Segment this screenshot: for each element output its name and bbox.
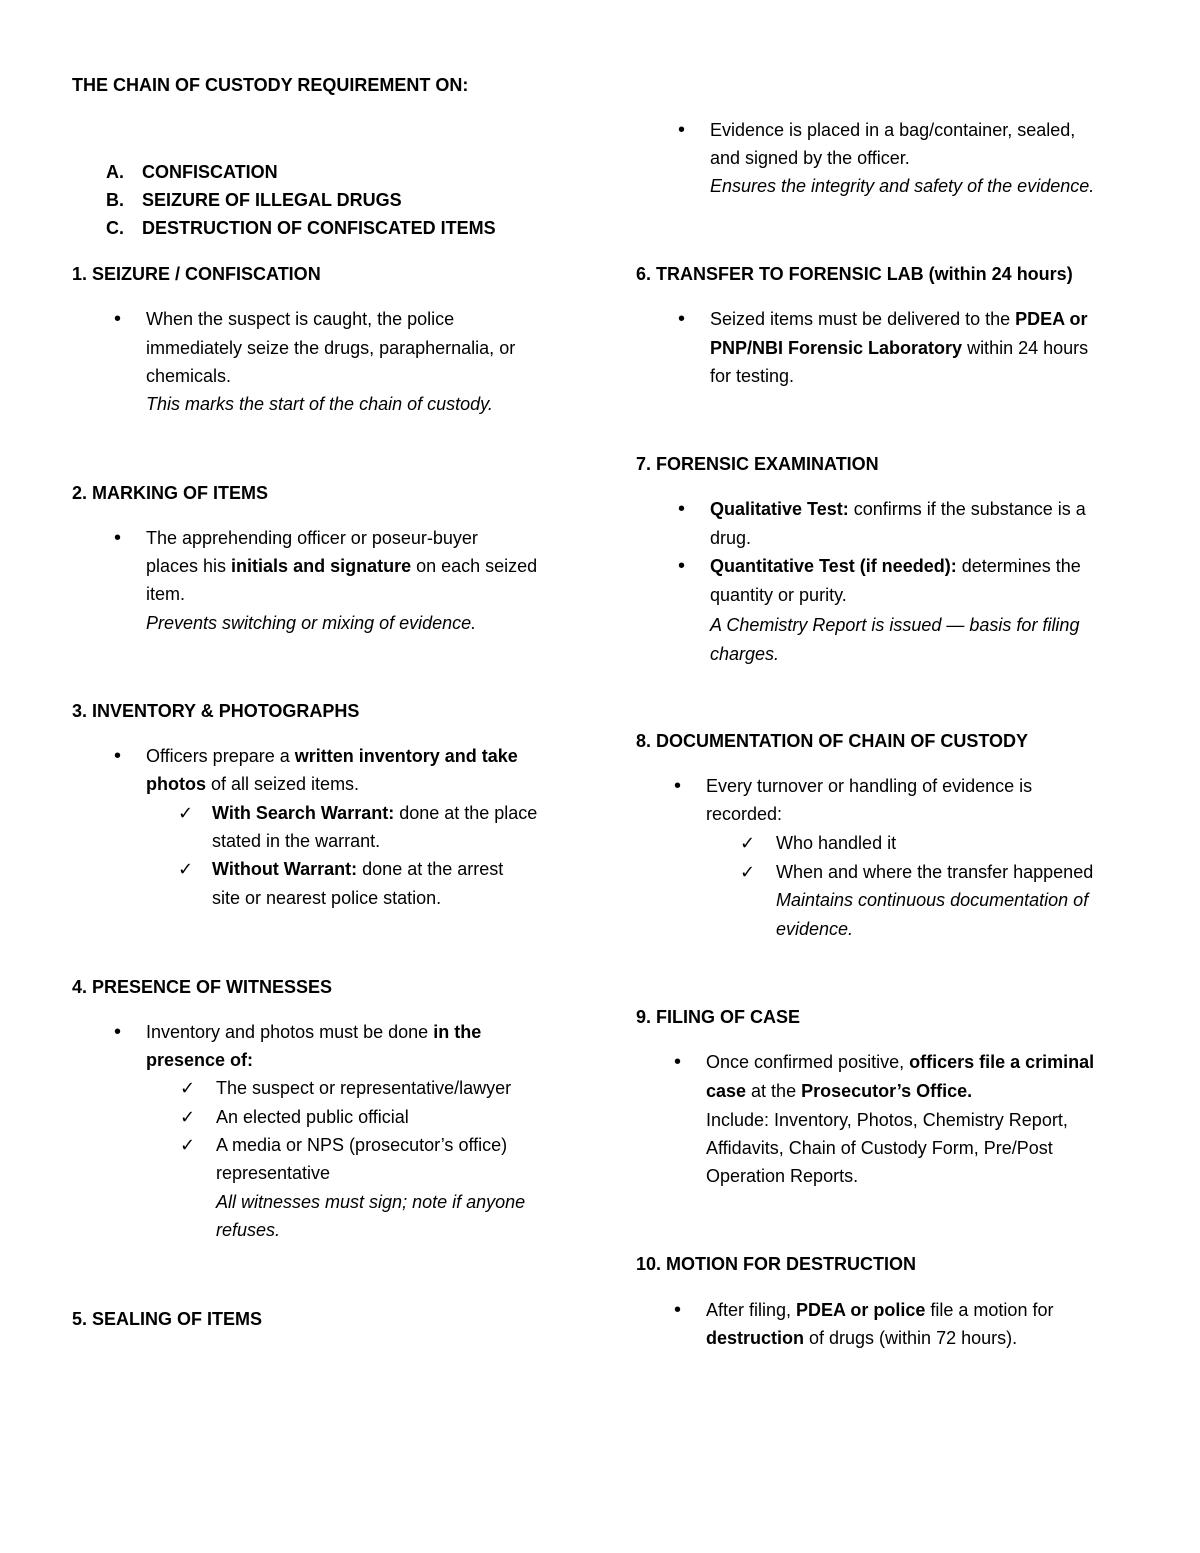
section-4-check-item: A media or NPS (prosecutor’s office) (216, 1135, 508, 1155)
section-4-note: All witnesses must sign; note if anyone (216, 1192, 526, 1212)
section-8-note: Maintains continuous documentation of (776, 890, 1089, 910)
section-6-text-line: PNP/NBI Forensic Laboratory within 24 hours (710, 338, 1089, 358)
section-9-text-line: Operation Reports. (706, 1166, 859, 1186)
check-icon: ✓ (180, 1107, 196, 1127)
section-3-check-item-cont: stated in the warrant. (212, 831, 381, 851)
section-9-heading: 9. FILING OF CASE (636, 1007, 801, 1027)
section-4-heading: 4. PRESENCE OF WITNESSES (72, 977, 333, 997)
section-2-note: Prevents switching or mixing of evidence. (146, 613, 477, 633)
section-4-check-item: An elected public official (216, 1107, 409, 1127)
section-2-heading: 2. MARKING OF ITEMS (72, 483, 269, 503)
bullet-icon: • (678, 119, 686, 141)
bullet-icon: • (674, 1299, 682, 1321)
bullet-icon: • (678, 308, 686, 330)
section-3-text-line: Officers prepare a written inventory and take (146, 746, 518, 766)
section-4-check-item-cont: representative (216, 1163, 331, 1183)
section-8-text-line: Every turnover or handling of evidence is (706, 776, 1033, 796)
bullet-icon: • (678, 498, 686, 520)
requirement-a: CONFISCATION (142, 162, 278, 182)
requirement-c: DESTRUCTION OF CONFISCATED ITEMS (142, 218, 496, 238)
section-5-text-line: Evidence is placed in a bag/container, sealed, (710, 120, 1076, 140)
section-4-text-line: presence of: (146, 1050, 254, 1070)
section-10-heading: 10. MOTION FOR DESTRUCTION (636, 1254, 917, 1274)
section-8-check-item: When and where the transfer happened (776, 862, 1094, 882)
check-icon: ✓ (180, 1135, 196, 1155)
section-1-text-line: chemicals. (146, 366, 232, 386)
section-5-text-line: and signed by the officer. (710, 148, 910, 168)
section-1-text-line: immediately seize the drugs, paraphernalia, or (146, 338, 516, 358)
section-3-check-item-cont: site or nearest police station. (212, 888, 442, 908)
bullet-icon: • (678, 555, 686, 577)
check-icon: ✓ (178, 803, 194, 823)
section-10-text-line: After filing, PDEA or police file a motion for (706, 1300, 1054, 1320)
page-title: THE CHAIN OF CUSTODY REQUIREMENT ON: (72, 75, 469, 95)
bullet-icon: • (674, 775, 682, 797)
section-7-heading: 7. FORENSIC EXAMINATION (636, 454, 879, 474)
section-5-heading: 5. SEALING OF ITEMS (72, 1309, 263, 1329)
check-icon: ✓ (740, 862, 756, 882)
bullet-icon: • (114, 308, 122, 330)
check-icon: ✓ (180, 1078, 196, 1098)
bullet-icon: • (114, 745, 122, 767)
section-6-text-line: Seized items must be delivered to the PDEA or (710, 309, 1088, 329)
section-2-text-line: places his initials and signature on each seized (146, 556, 538, 576)
bullet-icon: • (674, 1051, 682, 1073)
section-8-note-cont: evidence. (776, 919, 854, 939)
section-2-text-line: item. (146, 584, 186, 604)
section-4-note-cont: refuses. (216, 1220, 281, 1240)
section-1-heading: 1. SEIZURE / CONFISCATION (72, 264, 321, 284)
section-6-text-line: for testing. (710, 366, 795, 386)
section-9-text-line: Include: Inventory, Photos, Chemistry Report, (706, 1110, 1068, 1130)
section-2-text-line: The apprehending officer or poseur-buyer (146, 528, 478, 548)
section-7-text-line: quantity or purity. (710, 585, 847, 605)
section-5-note: Ensures the integrity and safety of the evidence. (710, 176, 1095, 196)
bullet-icon: • (114, 527, 122, 549)
requirement-letter-a: A. (106, 162, 124, 182)
section-3-heading: 3. INVENTORY & PHOTOGRAPHS (72, 701, 360, 721)
section-7-text-line: drug. (710, 528, 752, 548)
section-9-text-line: Affidavits, Chain of Custody Form, Pre/Post (706, 1138, 1053, 1158)
section-3-check-item: With Search Warrant: done at the place (212, 803, 538, 823)
section-9-text-line: case at the Prosecutor’s Office. (706, 1081, 973, 1101)
section-3-text-line: photos of all seized items. (146, 774, 360, 794)
section-3-check-item: Without Warrant: done at the arrest (212, 859, 504, 879)
section-7-note-cont: charges. (710, 644, 780, 664)
section-8-text-line: recorded: (706, 804, 783, 824)
section-8-heading: 8. DOCUMENTATION OF CHAIN OF CUSTODY (636, 731, 1029, 751)
bullet-icon: • (114, 1021, 122, 1043)
requirement-b: SEIZURE OF ILLEGAL DRUGS (142, 190, 402, 210)
check-icon: ✓ (178, 859, 194, 879)
section-4-text-line: Inventory and photos must be done in the (146, 1022, 482, 1042)
section-7-note: A Chemistry Report is issued — basis for filing (710, 615, 1080, 635)
section-8-check-item: Who handled it (776, 833, 897, 853)
requirement-letter-c: C. (106, 218, 124, 238)
section-1-note: This marks the start of the chain of custody. (146, 394, 493, 414)
requirement-letter-b: B. (106, 190, 124, 210)
section-9-text-line: Once confirmed positive, officers file a criminal (706, 1052, 1095, 1072)
section-10-text-line: destruction of drugs (within 72 hours). (706, 1328, 1018, 1348)
section-6-heading: 6. TRANSFER TO FORENSIC LAB (within 24 hours) (636, 264, 1073, 284)
section-4-check-item: The suspect or representative/lawyer (216, 1078, 512, 1098)
check-icon: ✓ (740, 833, 756, 853)
section-7-text-line: Quantitative Test (if needed): determines the (710, 556, 1081, 576)
section-1-text-line: When the suspect is caught, the police (146, 309, 455, 329)
section-7-text-line: Qualitative Test: confirms if the substance is a (710, 499, 1086, 519)
